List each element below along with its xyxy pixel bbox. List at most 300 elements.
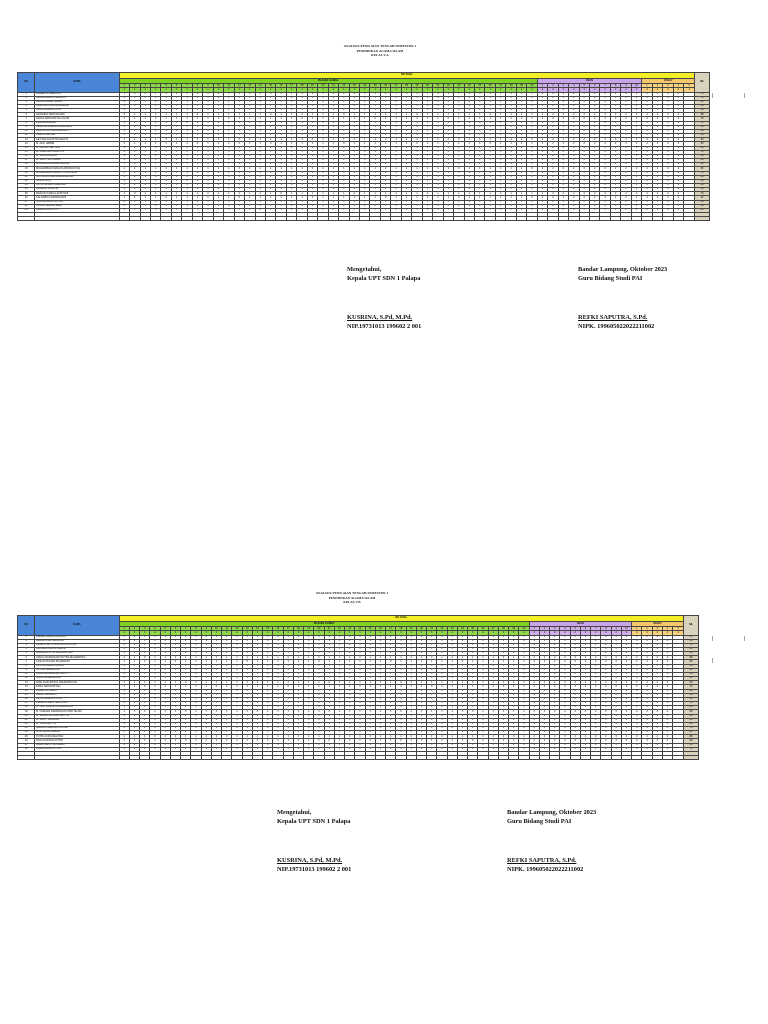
- score-cell: 1: [232, 718, 242, 722]
- score-cell: 1: [191, 743, 201, 747]
- score-cell: 1: [224, 134, 234, 138]
- empty-cell: [252, 756, 262, 760]
- score-cell: 1: [232, 714, 242, 718]
- score-cell: 0: [324, 652, 334, 656]
- answer-key-cell: 2: [600, 88, 610, 92]
- score-cell: 2: [590, 171, 600, 175]
- score-cell: 0: [365, 648, 375, 652]
- row-number: 13: [18, 142, 35, 146]
- score-cell: 2: [550, 697, 560, 701]
- empty-cell: [334, 756, 344, 760]
- score-cell: 1: [485, 146, 495, 150]
- question-number: 9: [611, 627, 621, 631]
- score-cell: 2: [558, 200, 568, 204]
- score-cell: 0: [401, 179, 411, 183]
- score-cell: 2: [611, 672, 621, 676]
- score-cell: 1: [192, 154, 202, 158]
- sig-right-line2: Guru Bidang Studi PAI: [507, 818, 572, 825]
- score-cell: 1: [263, 660, 273, 664]
- score-cell: 0: [140, 154, 150, 158]
- student-nilai: 88: [695, 179, 710, 183]
- score-cell: 0: [224, 204, 234, 208]
- score-cell: 1: [161, 113, 171, 117]
- score-cell: 1: [527, 188, 537, 192]
- score-cell: 1: [150, 747, 160, 751]
- score-cell: 2: [529, 685, 539, 689]
- score-cell: 4: [663, 142, 673, 146]
- score-cell: 1: [150, 129, 160, 133]
- score-cell: 2: [548, 159, 558, 163]
- score-cell: 2: [579, 105, 589, 109]
- score-cell: 1: [161, 208, 171, 212]
- score-cell: 1: [293, 656, 303, 660]
- answer-key-cell: 1: [191, 631, 201, 635]
- score-cell: 1: [498, 689, 508, 693]
- score-cell: 0: [412, 113, 422, 117]
- score-cell: 1: [203, 188, 213, 192]
- score-cell: 2: [591, 648, 601, 652]
- score-cell: 1: [339, 92, 349, 96]
- score-cell: 1: [201, 747, 211, 751]
- score-cell: 1: [443, 96, 453, 100]
- score-cell: 0: [222, 648, 232, 652]
- score-cell: 1: [516, 129, 526, 133]
- score-cell: 2: [600, 109, 610, 113]
- score-cell: 1: [506, 163, 516, 167]
- score-cell: 1: [242, 697, 252, 701]
- score-cell: 1: [304, 731, 314, 735]
- score-cell: 1: [509, 660, 519, 664]
- score-cell: 1: [355, 722, 365, 726]
- score-cell: 1: [150, 92, 160, 96]
- score-cell: 1: [283, 697, 293, 701]
- score-cell: 0: [129, 635, 139, 639]
- score-cell: 2: [548, 121, 558, 125]
- score-cell: 1: [495, 200, 505, 204]
- score-cell: 0: [391, 129, 401, 133]
- answer-key-cell: 1: [140, 631, 150, 635]
- score-cell: 0: [265, 113, 275, 117]
- empty-cell: [391, 217, 401, 221]
- score-cell: 2: [570, 664, 580, 668]
- section-header-essay: ESSAY: [632, 621, 684, 626]
- title-line: ANALISIS PENILAIAN TENGAH SEMESTER 1: [343, 44, 417, 48]
- row-number: 13: [18, 685, 35, 689]
- score-cell: 1: [349, 154, 359, 158]
- score-cell: 2: [550, 668, 560, 672]
- score-cell: 1: [140, 129, 150, 133]
- score-cell: 0: [527, 167, 537, 171]
- score-cell: 2: [601, 668, 611, 672]
- score-cell: 2: [580, 677, 590, 681]
- score-cell: 1: [412, 150, 422, 154]
- score-cell: 2: [569, 121, 579, 125]
- score-cell: 0: [454, 109, 464, 113]
- score-cell: 4: [642, 710, 652, 714]
- student-nilai: 88: [684, 656, 699, 660]
- answer-key-cell: 1: [433, 88, 443, 92]
- score-cell: 1: [339, 163, 349, 167]
- score-cell: 1: [396, 685, 406, 689]
- answer-key-cell: 1: [283, 631, 293, 635]
- score-cell: 2: [621, 739, 631, 743]
- score-cell: 1: [119, 179, 129, 183]
- score-cell: 1: [498, 660, 508, 664]
- score-cell: 4: [662, 685, 672, 689]
- score-cell: 1: [365, 714, 375, 718]
- score-cell: 1: [339, 179, 349, 183]
- score-cell: 1: [150, 710, 160, 714]
- score-cell: 4: [642, 697, 652, 701]
- score-cell: 1: [245, 183, 255, 187]
- score-cell: 2: [621, 643, 631, 647]
- score-cell: 1: [252, 718, 262, 722]
- score-cell: 1: [283, 702, 293, 706]
- score-cell: 1: [293, 702, 303, 706]
- score-cell: 1: [234, 92, 244, 96]
- score-cell: 1: [391, 138, 401, 142]
- score-cell: 2: [611, 689, 621, 693]
- score-cell: 2: [529, 660, 539, 664]
- score-cell: 1: [509, 714, 519, 718]
- score-cell: 1: [437, 672, 447, 676]
- score-cell: 1: [454, 105, 464, 109]
- answer-key-cell: 1: [129, 631, 139, 635]
- score-cell: 2: [590, 163, 600, 167]
- score-cell: 1: [191, 639, 201, 643]
- score-cell: 0: [160, 726, 170, 730]
- student-name: HANIF NAUFAL P: [35, 693, 119, 697]
- score-cell: 1: [386, 648, 396, 652]
- question-number: 15: [263, 627, 273, 631]
- score-cell: 1: [245, 117, 255, 121]
- score-cell: 0: [447, 668, 457, 672]
- empty-cell: [365, 756, 375, 760]
- score-cell: 1: [339, 125, 349, 129]
- score-cell: 1: [252, 731, 262, 735]
- score-cell: 1: [464, 142, 474, 146]
- section-header-essay: ESSAY: [642, 78, 695, 83]
- score-cell: 1: [468, 677, 478, 681]
- score-cell: 1: [252, 648, 262, 652]
- score-cell: 0: [345, 664, 355, 668]
- score-cell: 1: [192, 163, 202, 167]
- score-cell: 2: [539, 722, 549, 726]
- answer-key-cell: 1: [380, 88, 390, 92]
- score-cell: 1: [360, 134, 370, 138]
- score-cell: 1: [213, 105, 223, 109]
- score-cell: 1: [297, 167, 307, 171]
- score-cell: 1: [454, 204, 464, 208]
- score-cell: 2: [548, 167, 558, 171]
- score-cell: 1: [475, 188, 485, 192]
- score-cell: 1: [150, 668, 160, 672]
- score-cell: 1: [339, 183, 349, 187]
- score-cell: 1: [412, 117, 422, 121]
- score-cell: 2: [548, 105, 558, 109]
- score-cell: 1: [324, 648, 334, 652]
- score-cell: 0: [201, 693, 211, 697]
- score-cell: 4: [632, 718, 642, 722]
- score-cell: 2: [610, 183, 620, 187]
- score-cell: 2: [548, 129, 558, 133]
- score-cell: 1: [375, 739, 385, 743]
- score-cell: 0: [297, 204, 307, 208]
- score-cell: 2: [611, 731, 621, 735]
- score-cell: 1: [485, 100, 495, 104]
- score-cell: 1: [349, 142, 359, 146]
- score-cell: 1: [360, 109, 370, 113]
- score-cell: 1: [519, 685, 529, 689]
- score-cell: 2: [550, 672, 560, 676]
- row-number: 15: [18, 693, 35, 697]
- score-cell: 0: [457, 718, 467, 722]
- score-cell: 1: [161, 171, 171, 175]
- score-cell: 1: [211, 643, 221, 647]
- score-cell: 1: [201, 702, 211, 706]
- score-cell: 1: [119, 677, 129, 681]
- score-cell: 1: [263, 689, 273, 693]
- score-cell: 1: [416, 672, 426, 676]
- question-number: 25: [370, 84, 380, 88]
- score-cell: 1: [252, 743, 262, 747]
- score-cell: 1: [252, 677, 262, 681]
- empty-cell: [437, 756, 447, 760]
- score-cell: 1: [181, 706, 191, 710]
- score-cell: 4: [673, 96, 683, 100]
- score-cell: 1: [516, 105, 526, 109]
- score-cell: 1: [495, 125, 505, 129]
- score-cell: 1: [213, 175, 223, 179]
- score-cell: 1: [427, 652, 437, 656]
- score-cell: 2: [580, 718, 590, 722]
- score-cell: 1: [213, 171, 223, 175]
- score-cell: 1: [182, 142, 192, 146]
- score-cell: 1: [478, 747, 488, 751]
- sheet-title: [252, 591, 452, 605]
- score-cell: 0: [171, 188, 181, 192]
- row-number: 23: [18, 726, 35, 730]
- score-cell: 1: [485, 175, 495, 179]
- score-cell: 1: [203, 150, 213, 154]
- score-cell: 1: [171, 105, 181, 109]
- empty-cell: [570, 756, 580, 760]
- answer-key-cell: 2: [579, 88, 589, 92]
- score-cell: 2: [591, 681, 601, 685]
- score-cell: 1: [516, 171, 526, 175]
- score-cell: 2: [600, 183, 610, 187]
- score-cell: 1: [119, 109, 129, 113]
- student-name: DIAN KHALIFATUL RAHMANSYAH: [35, 681, 119, 685]
- score-cell: 1: [181, 735, 191, 739]
- score-cell: 1: [334, 710, 344, 714]
- score-cell: 1: [191, 677, 201, 681]
- score-cell: 0: [422, 163, 432, 167]
- score-cell: 1: [464, 196, 474, 200]
- score-cell: 1: [370, 134, 380, 138]
- score-cell: 2: [558, 105, 568, 109]
- score-cell: 1: [468, 743, 478, 747]
- answer-key-cell: 4: [642, 88, 652, 92]
- score-cell: 2: [539, 718, 549, 722]
- empty-cell: [255, 217, 265, 221]
- score-cell: 4: [663, 100, 673, 104]
- row-number: 26: [18, 196, 35, 200]
- score-cell: 1: [328, 117, 338, 121]
- score-cell: 1: [224, 138, 234, 142]
- score-cell: 1: [255, 188, 265, 192]
- score-cell: 1: [314, 714, 324, 718]
- score-cell: 1: [252, 639, 262, 643]
- score-cell: 0: [506, 183, 516, 187]
- score-cell: 1: [119, 648, 129, 652]
- student-nilai: 80: [684, 722, 699, 726]
- score-cell: 4: [673, 138, 683, 142]
- score-cell: 1: [339, 167, 349, 171]
- score-cell: 2: [529, 747, 539, 751]
- score-cell: 1: [391, 175, 401, 179]
- score-cell: 2: [539, 652, 549, 656]
- score-cell: 1: [478, 718, 488, 722]
- score-cell: 1: [422, 92, 432, 96]
- question-number: 2: [539, 627, 549, 631]
- student-nilai: 80: [684, 710, 699, 714]
- score-cell: 1: [140, 739, 150, 743]
- question-number: 35: [475, 84, 485, 88]
- score-cell: 2: [621, 677, 631, 681]
- score-cell: 1: [304, 693, 314, 697]
- score-cell: 1: [161, 183, 171, 187]
- score-cell: 1: [485, 192, 495, 196]
- score-cell: 0: [130, 163, 140, 167]
- student-nilai: 88: [684, 714, 699, 718]
- score-cell: 2: [550, 635, 560, 639]
- score-cell: 1: [365, 693, 375, 697]
- score-cell: 1: [245, 138, 255, 142]
- score-cell: 1: [324, 747, 334, 751]
- question-number: 1: [642, 84, 652, 88]
- score-cell: 0: [339, 142, 349, 146]
- score-cell: 2: [590, 159, 600, 163]
- score-cell: 1: [509, 722, 519, 726]
- score-cell: 4: [662, 643, 672, 647]
- score-cell: 1: [129, 739, 139, 743]
- score-cell: 1: [443, 100, 453, 104]
- row-number: 26: [18, 739, 35, 743]
- score-cell: 1: [276, 204, 286, 208]
- score-cell: 2: [548, 134, 558, 138]
- score-cell: 2: [529, 731, 539, 735]
- score-cell: 4: [652, 146, 662, 150]
- score-cell: 1: [391, 109, 401, 113]
- score-cell: 0: [328, 179, 338, 183]
- empty-cell: [201, 756, 211, 760]
- score-cell: 1: [255, 183, 265, 187]
- score-cell: 2: [600, 125, 610, 129]
- score-cell: 0: [506, 96, 516, 100]
- score-cell: 1: [283, 635, 293, 639]
- score-cell: 2: [550, 652, 560, 656]
- score-cell: 1: [252, 685, 262, 689]
- question-number: 1: [119, 627, 129, 631]
- score-cell: 1: [252, 660, 262, 664]
- score-cell: 1: [191, 656, 201, 660]
- score-cell: 2: [601, 656, 611, 660]
- score-cell: 2: [590, 117, 600, 121]
- score-cell: 1: [191, 668, 201, 672]
- score-cell: 1: [457, 639, 467, 643]
- score-cell: 1: [232, 689, 242, 693]
- score-cell: 2: [621, 726, 631, 730]
- score-cell: 4: [662, 635, 672, 639]
- score-cell: 1: [203, 183, 213, 187]
- answer-key-cell: 2: [621, 88, 631, 92]
- score-cell: 1: [519, 648, 529, 652]
- score-cell: 1: [406, 714, 416, 718]
- score-cell: 1: [192, 150, 202, 154]
- score-cell: 1: [468, 635, 478, 639]
- score-cell: 0: [203, 105, 213, 109]
- score-cell: 1: [437, 635, 447, 639]
- answer-key-cell: 2: [548, 88, 558, 92]
- score-cell: 1: [328, 171, 338, 175]
- score-cell: 1: [150, 697, 160, 701]
- score-cell: 1: [506, 142, 516, 146]
- score-cell: 4: [642, 714, 652, 718]
- score-cell: 4: [663, 200, 673, 204]
- score-cell: 1: [412, 92, 422, 96]
- score-cell: 1: [276, 142, 286, 146]
- score-cell: 1: [396, 664, 406, 668]
- score-cell: 4: [642, 121, 652, 125]
- score-cell: 1: [276, 96, 286, 100]
- score-cell: 4: [632, 735, 642, 739]
- score-cell: 1: [443, 121, 453, 125]
- score-cell: 2: [569, 92, 579, 96]
- score-cell: 1: [192, 138, 202, 142]
- empty-cell: [475, 217, 485, 221]
- score-cell: 0: [391, 100, 401, 104]
- score-cell: 2: [580, 643, 590, 647]
- score-cell: 0: [433, 96, 443, 100]
- score-cell: 2: [631, 129, 641, 133]
- score-cell: 0: [234, 167, 244, 171]
- score-cell: 1: [334, 718, 344, 722]
- score-cell: 1: [464, 208, 474, 212]
- score-cell: 1: [273, 735, 283, 739]
- score-cell: 2: [529, 726, 539, 730]
- score-cell: 1: [464, 92, 474, 96]
- score-cell: 2: [548, 125, 558, 129]
- score-cell: 1: [380, 188, 390, 192]
- score-cell: 1: [516, 200, 526, 204]
- score-cell: 1: [161, 92, 171, 96]
- score-cell: 1: [380, 100, 390, 104]
- score-cell: 1: [222, 714, 232, 718]
- score-cell: 2: [591, 656, 601, 660]
- score-cell: 1: [495, 109, 505, 113]
- sig-right-nip: NIPK. 199605022022211002: [507, 866, 584, 873]
- score-cell: 2: [548, 179, 558, 183]
- score-cell: 0: [437, 706, 447, 710]
- score-cell: 1: [119, 710, 129, 714]
- score-cell: 2: [591, 668, 601, 672]
- score-cell: 0: [485, 171, 495, 175]
- student-nilai: 76: [684, 702, 699, 706]
- score-cell: 1: [181, 685, 191, 689]
- score-cell: 1: [375, 652, 385, 656]
- score-cell: 1: [324, 743, 334, 747]
